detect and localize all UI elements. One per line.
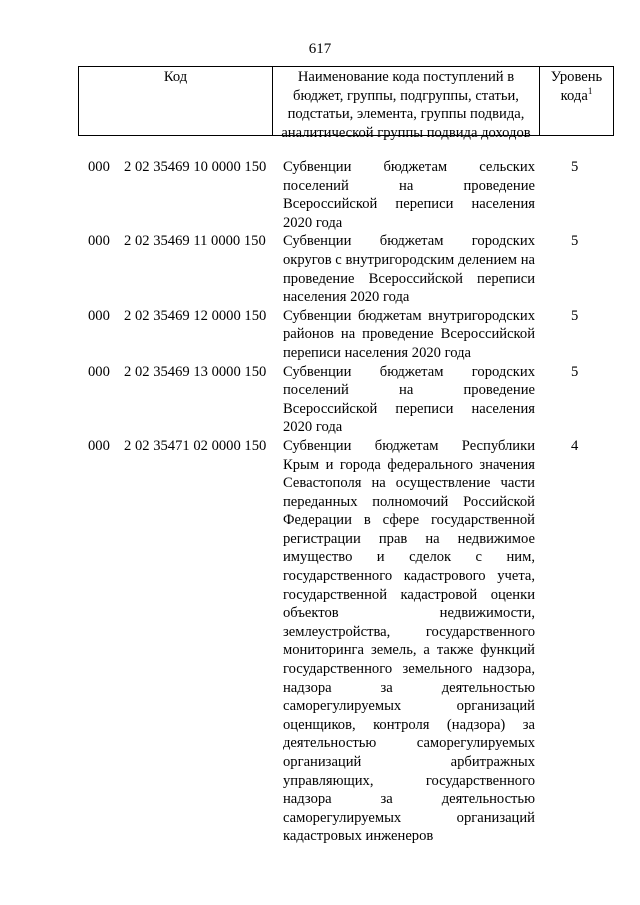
row-name: Субвенции бюджетам городских поселений на проведение Всероссийской переписи населения 2020 года xyxy=(283,363,535,436)
row-code: 2 02 35471 02 0000 150 xyxy=(124,437,267,454)
row-admin-code: 000 xyxy=(88,363,110,380)
table-header xyxy=(78,66,614,141)
row-admin-code: 000 xyxy=(88,437,110,454)
table-row xyxy=(0,363,640,437)
table-row xyxy=(0,158,640,232)
header-level-footnote-mark: 1 xyxy=(587,85,593,96)
header-code: Код xyxy=(79,67,273,135)
row-name: Субвенции бюджетам Республики Крым и города федерального значения Севастополя на осуществление части переданных полномочий Российской Федерации в сфере государственной регистрации прав на недвижимое имущество и сделок с ним, государственного кадастрового учета, государственной кадастровой оценки объектов недвижимости, землеустройства, государственного мониторинга земель, а также функций государственного земельного надзора, надзора за деятельностью саморегулируемых организаций оценщиков, контроля (надзора) за деятельностью саморегулируемых организаций арбитражных управляющих, государственного надзора за деятельностью саморегулируемых организаций кадастровых инженеров xyxy=(283,437,535,845)
row-level: 5 xyxy=(571,363,579,380)
row-name: Субвенции бюджетам сельских поселений на проведение Всероссийской переписи населения 2020 года xyxy=(283,159,535,231)
header-name: Наименование кода поступлений в бюджет, группы, подгруппы, статьи, подстатьи, элемента, группы подвида, аналитической группы подвида доходов xyxy=(273,67,540,135)
header-level-label: Уровень кода xyxy=(550,69,603,104)
header-level xyxy=(540,67,613,135)
row-level: 4 xyxy=(571,437,579,454)
page-number: 617 xyxy=(308,41,332,57)
row-admin-code: 000 xyxy=(88,233,110,250)
row-level: 5 xyxy=(571,233,579,250)
row-level: 5 xyxy=(571,159,579,175)
row-code: 2 02 35469 12 0000 150 xyxy=(124,307,267,324)
table-row xyxy=(0,307,640,363)
row-name: Субвенции бюджетам городских округов с внутригородским делением на проведение Всероссийской переписи населения 2020 года xyxy=(283,233,535,306)
row-admin-code: 000 xyxy=(88,159,110,175)
table-row xyxy=(0,232,640,306)
row-code: 2 02 35469 13 0000 150 xyxy=(124,363,267,380)
row-level: 5 xyxy=(571,307,579,324)
table-body xyxy=(0,158,640,846)
row-code: 2 02 35469 11 0000 150 xyxy=(124,233,266,250)
row-name: Субвенции бюджетам внутригородских районов на проведение Всероссийской переписи населения 2020 года xyxy=(283,307,535,361)
table-row xyxy=(0,437,640,846)
row-admin-code: 000 xyxy=(88,307,110,324)
row-code: 2 02 35469 10 0000 150 xyxy=(124,159,267,175)
